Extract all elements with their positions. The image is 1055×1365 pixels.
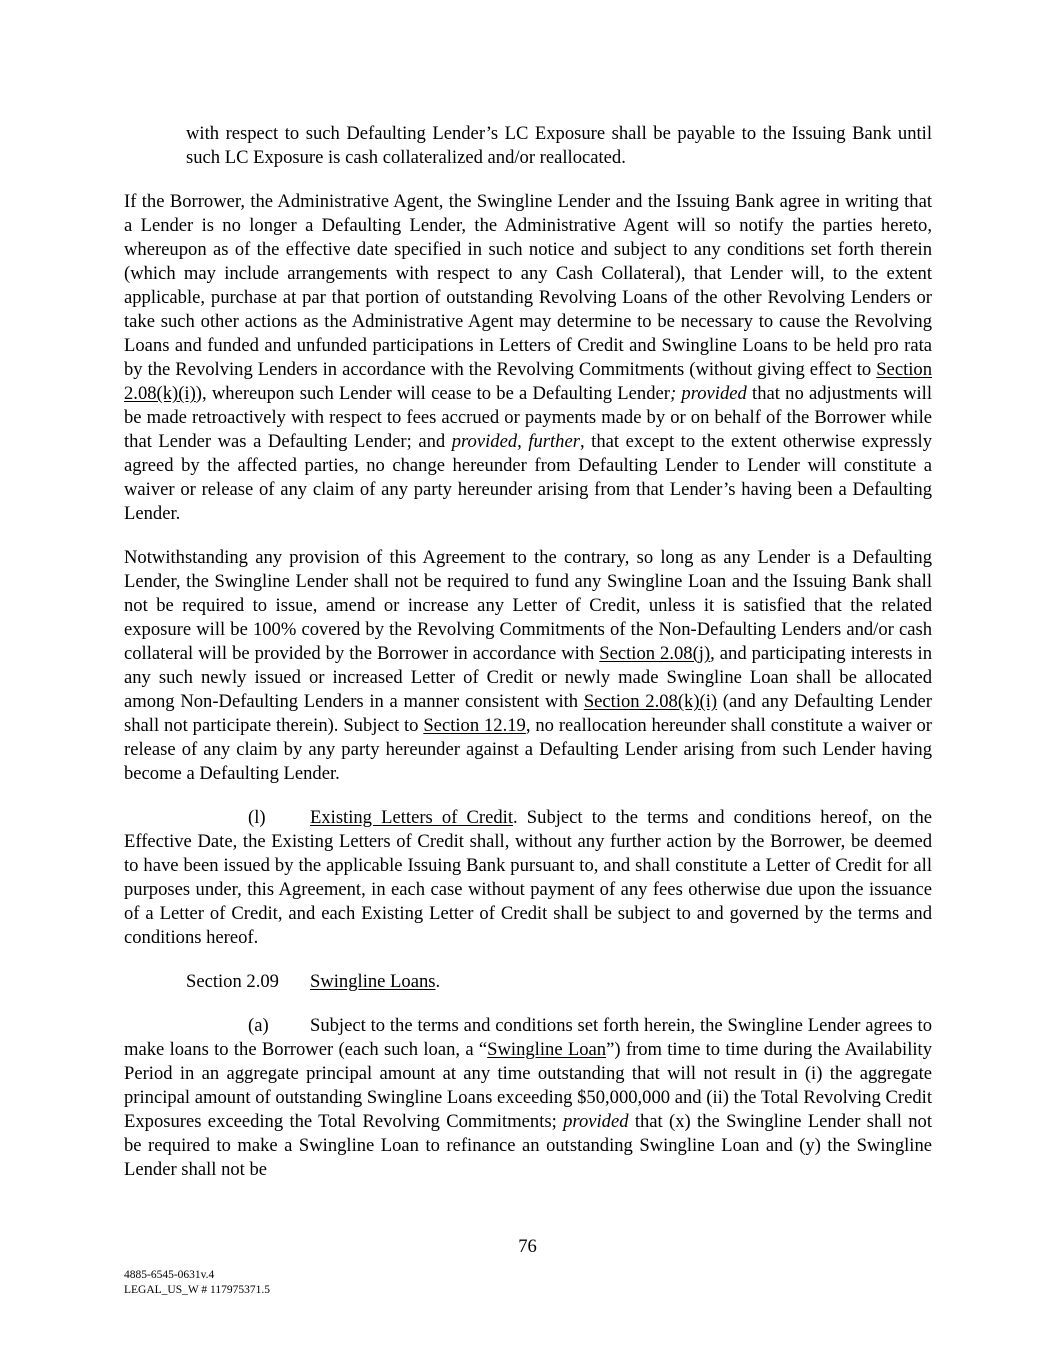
notwithstanding-paragraph (124, 546, 932, 786)
section-reference: Section 2.08(k)(i) (124, 359, 932, 404)
text-run: ”) from time to time during the Availability Period in an aggregate principal amount at any time outstanding that will not result in (i) the aggregate principal amount of outstanding Swingline Loans exceeding $50,000,000 and (ii) the Total Revolving Credit Exposures exceeding the Total Revolving Commitments; (124, 1039, 933, 1132)
provided-term: provided (563, 1111, 629, 1132)
footer-legal-id: LEGAL_US_W # 117975371.5 (124, 1284, 270, 1296)
text-run: . Subject to the terms and conditions hereof, on the Effective Date, the Existing Letters of Credit shall, without any further action by the Borrower, be deemed to have been issued by the applicable Issuing Bank pursuant to, and shall constitute a Letter of Credit for all purposes under, this Agreement, in each case without payment of any fees otherwise due upon the issuance of a Letter of Credit, and each Existing Letter of Credit shall be subject to and governed by the terms and conditions hereof. (124, 807, 932, 948)
swingline-paragraph (124, 1014, 932, 1182)
text-run: Notwithstanding any provision of this Agreement to the contrary, so long as any Lender is a Defaulting Lender, the Swingline Lender shall not be required to fund any Swingline Loan and the Issuing Bank shall not be required to issue, amend or increase any Letter of Credit, unless it is satisfied that the related exposure will be 100% covered by the Revolving Commitments of the Non-Defaulting Lenders and/or cash collateral will be provided by the Borrower in accordance with (124, 547, 932, 664)
continuation-text: with respect to such Defaulting Lender’s LC Exposure shall be payable to the Issuing Bank until such LC Exposure is cash collateralized and/or reallocated. (186, 123, 932, 168)
page-number: 76 (518, 1236, 537, 1257)
defined-term: Swingline Loan (487, 1039, 607, 1060)
clause-label: (l) (248, 807, 266, 828)
text-run: , that except to the extent otherwise expressly agreed by the affected parties, no change hereunder from Defaulting Lender to Lender will constitute a waiver or release of any claim of any party hereunder arising from that Lender’s having been a Defaulting Lender. (124, 431, 932, 524)
text-run: that no adjustments will be made retroactively with respect to fees accrued or payments made by or on behalf of the Borrower while that Lender was a Defaulting Lender; and (124, 383, 932, 452)
text-run: Subject to the terms and conditions set forth herein, the Swingline Lender agrees to make loans to the Borrower (each such loan, a “ (124, 1015, 932, 1060)
document-page (124, 122, 932, 1202)
document-footer (124, 1268, 270, 1298)
clause-heading: Existing Letters of Credit (310, 807, 514, 828)
text-run: , no reallocation hereunder shall constitute a waiver or release of any claim by any party hereunder against a Defaulting Lender arising from such Lender having become a Defaulting Lender. (124, 715, 932, 784)
text-run: that (x) the Swingline Lender shall not be required to make a Swingline Loan to refinance an outstanding Swingline Loan and (y) the Swingline Lender shall not be (124, 1111, 932, 1180)
section-heading (124, 970, 932, 994)
text-run: (and any Defaulting Lender shall not participate therein). Subject to (124, 691, 932, 736)
existing-letters-paragraph (124, 806, 932, 950)
section-reference: Section 2.08(j) (599, 643, 711, 664)
text-run: , and participating interests in any such newly issued or increased Letter of Credit or newly made Swingline Loan shall be allocated among Non-Defaulting Lenders in a manner consistent with (124, 643, 932, 712)
provided-further-term: provided, further (451, 431, 580, 452)
section-reference: Section 12.19 (423, 715, 526, 736)
section-reference: Section 2.08(k)(i) (583, 691, 718, 712)
provided-term: ; provided (669, 383, 747, 404)
section-title: Swingline Loans (310, 971, 436, 992)
text-run: If the Borrower, the Administrative Agent, the Swingline Lender and the Issuing Bank agree in writing that a Lender is no longer a Defaulting Lender, the Administrative Agent will so notify the parties hereto, whereupon as of the effective date specified in such notice and subject to any conditions set forth therein (which may include arrangements with respect to any Cash Collateral), that Lender will, to the extent applicable, purchase at par that portion of outstanding Revolving Loans of the other Revolving Lenders or take such other actions as the Administrative Agent may determine to be necessary to cause the Revolving Loans and funded and unfunded participations in Letters of Credit and Swingline Loans to be held pro rata by the Revolving Lenders in accordance with the Revolving Commitments (without giving effect to (124, 191, 932, 380)
text-run: ), whereupon such Lender will cease to be a Defaulting Lender (195, 383, 670, 404)
footer-doc-id: 4885-6545-0631v.4 (124, 1269, 215, 1281)
continuation-paragraph (124, 122, 932, 170)
text-run: . (435, 971, 441, 992)
reinstatement-paragraph (124, 190, 932, 526)
clause-label: (a) (248, 1015, 269, 1036)
section-number: Section 2.09 (186, 971, 279, 992)
